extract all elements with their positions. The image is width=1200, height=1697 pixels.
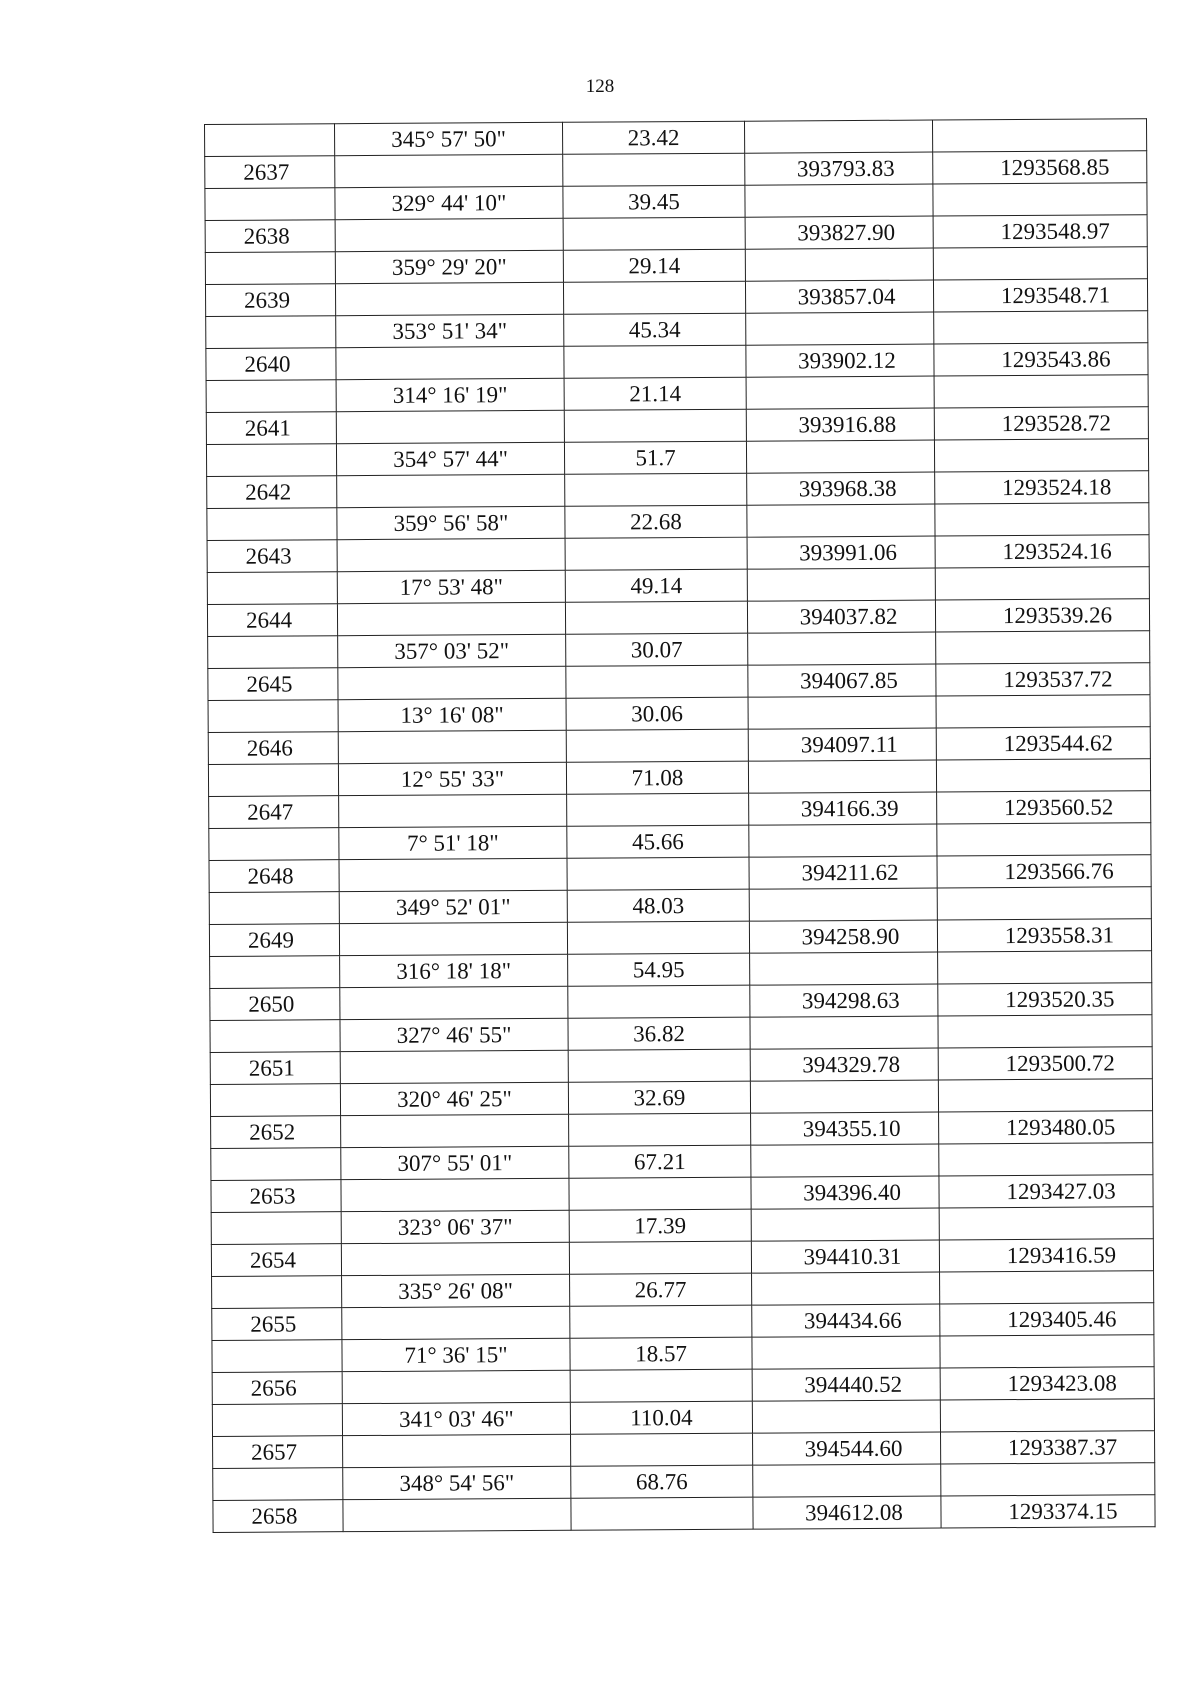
northing-cell: 393857.04 — [745, 280, 933, 313]
distance-cell: 45.34 — [564, 313, 746, 346]
northing-cell: 393827.90 — [745, 216, 933, 249]
station-cell-empty — [211, 1212, 341, 1245]
station-cell: 2649 — [209, 924, 339, 957]
northing-cell: 394434.66 — [752, 1304, 940, 1337]
station-cell: 2647 — [209, 796, 339, 829]
station-cell-empty — [205, 124, 335, 157]
distance-cell-empty — [563, 153, 745, 186]
station-cell: 2642 — [207, 476, 337, 509]
distance-cell-empty — [566, 665, 748, 698]
bearing-cell: 341° 03' 46" — [342, 1402, 570, 1435]
distance-cell-empty — [565, 601, 747, 634]
bearing-cell: 354° 57' 44" — [336, 442, 564, 475]
distance-cell-empty — [568, 985, 750, 1018]
northing-cell: 393968.38 — [747, 472, 935, 505]
easting-cell-empty — [934, 375, 1148, 408]
easting-cell: 1293405.46 — [940, 1303, 1154, 1336]
northing-cell-empty — [752, 1336, 940, 1369]
bearing-cell: 335° 26' 08" — [342, 1274, 570, 1307]
bearing-cell: 323° 06' 37" — [341, 1210, 569, 1243]
distance-cell: 110.04 — [570, 1401, 752, 1434]
easting-cell-empty — [939, 1143, 1153, 1176]
bearing-cell-empty — [341, 1114, 569, 1147]
bearing-cell: 353° 51' 34" — [336, 314, 564, 347]
station-cell: 2652 — [211, 1116, 341, 1149]
bearing-cell-empty — [343, 1434, 571, 1467]
distance-cell: 18.57 — [570, 1337, 752, 1370]
easting-cell-empty — [940, 1335, 1154, 1368]
easting-cell-empty — [936, 695, 1150, 728]
bearing-cell-empty — [340, 1050, 568, 1083]
station-cell: 2657 — [213, 1436, 343, 1469]
northing-cell-empty — [749, 824, 937, 857]
bearing-cell-empty — [335, 282, 563, 315]
northing-cell-empty — [750, 952, 938, 985]
bearing-cell-empty — [339, 922, 567, 955]
station-row — [209, 791, 1151, 829]
easting-cell: 1293416.59 — [939, 1239, 1153, 1272]
distance-cell-empty — [564, 345, 746, 378]
station-cell: 2653 — [211, 1180, 341, 1213]
distance-cell: 23.42 — [562, 121, 744, 154]
bearing-cell-empty — [338, 730, 566, 763]
bearing-cell-empty — [339, 858, 567, 891]
station-cell-empty — [208, 700, 338, 733]
easting-cell: 1293558.31 — [937, 919, 1151, 952]
bearing-cell: 71° 36' 15" — [342, 1338, 570, 1371]
station-row — [205, 279, 1147, 317]
northing-cell-empty — [748, 696, 936, 729]
northing-cell: 394544.60 — [753, 1432, 941, 1465]
northing-cell-empty — [745, 248, 933, 281]
station-row — [212, 1303, 1154, 1341]
northing-cell: 394410.31 — [751, 1240, 939, 1273]
distance-cell-empty — [569, 1113, 751, 1146]
northing-cell-empty — [744, 120, 932, 153]
bearing-cell: 329° 44' 10" — [335, 186, 563, 219]
station-cell: 2655 — [212, 1308, 342, 1341]
easting-cell: 1293374.15 — [941, 1495, 1155, 1528]
bearing-cell-empty — [339, 794, 567, 827]
easting-cell: 1293524.18 — [935, 471, 1149, 504]
bearing-cell-empty — [341, 1178, 569, 1211]
bearing-cell: 359° 56' 58" — [337, 506, 565, 539]
bearing-cell: 17° 53' 48" — [337, 570, 565, 603]
distance-cell: 29.14 — [563, 249, 745, 282]
northing-cell: 394329.78 — [750, 1048, 938, 1081]
distance-cell: 39.45 — [563, 185, 745, 218]
northing-cell: 394037.82 — [747, 600, 935, 633]
bearing-cell: 307° 55' 01" — [341, 1146, 569, 1179]
northing-cell-empty — [746, 312, 934, 345]
station-cell: 2648 — [209, 860, 339, 893]
easting-cell: 1293566.76 — [937, 855, 1151, 888]
easting-cell: 1293423.08 — [940, 1367, 1154, 1400]
station-cell-empty — [210, 1020, 340, 1053]
station-row — [211, 1111, 1153, 1149]
bearing-cell-empty — [336, 346, 564, 379]
easting-cell: 1293543.86 — [934, 343, 1148, 376]
bearing-cell: 320° 46' 25" — [340, 1082, 568, 1115]
bearing-cell-empty — [335, 218, 563, 251]
station-cell: 2644 — [207, 604, 337, 637]
station-row — [210, 1047, 1152, 1085]
distance-cell-empty — [571, 1497, 753, 1530]
station-cell: 2645 — [208, 668, 338, 701]
northing-cell: 393793.83 — [745, 152, 933, 185]
distance-cell: 36.82 — [568, 1017, 750, 1050]
traverse-table-body — [205, 119, 1156, 1533]
station-cell: 2651 — [210, 1052, 340, 1085]
easting-cell: 1293427.03 — [939, 1175, 1153, 1208]
easting-cell: 1293548.97 — [933, 215, 1147, 248]
northing-cell: 394440.52 — [752, 1368, 940, 1401]
distance-cell-empty — [564, 409, 746, 442]
station-row — [207, 535, 1149, 573]
distance-cell-empty — [563, 281, 745, 314]
station-row — [211, 1239, 1153, 1277]
northing-cell: 394298.63 — [750, 984, 938, 1017]
bearing-cell-empty — [337, 538, 565, 571]
distance-cell-empty — [565, 537, 747, 570]
bearing-cell: 12° 55' 33" — [338, 762, 566, 795]
easting-cell: 1293387.37 — [941, 1431, 1155, 1464]
easting-cell: 1293520.35 — [938, 983, 1152, 1016]
distance-cell-empty — [566, 729, 748, 762]
station-row — [210, 983, 1152, 1021]
easting-cell-empty — [938, 1079, 1152, 1112]
northing-cell: 394067.85 — [748, 664, 936, 697]
easting-cell: 1293524.16 — [935, 535, 1149, 568]
station-row — [206, 343, 1148, 381]
station-cell-empty — [209, 828, 339, 861]
easting-cell: 1293500.72 — [938, 1047, 1152, 1080]
station-row — [207, 599, 1149, 637]
station-cell: 2643 — [207, 540, 337, 573]
northing-cell-empty — [749, 888, 937, 921]
distance-cell-empty — [567, 921, 749, 954]
bearing-cell-empty — [335, 154, 563, 187]
station-row — [205, 151, 1147, 189]
station-cell: 2654 — [211, 1244, 341, 1277]
traverse-table — [204, 118, 1156, 1533]
distance-cell: 49.14 — [565, 569, 747, 602]
easting-cell-empty — [939, 1207, 1153, 1240]
station-cell-empty — [207, 508, 337, 541]
easting-cell-empty — [934, 439, 1148, 472]
northing-cell: 394211.62 — [749, 856, 937, 889]
bearing-cell-empty — [343, 1498, 571, 1531]
station-cell: 2641 — [206, 412, 336, 445]
station-cell-empty — [212, 1340, 342, 1373]
station-cell-empty — [210, 1084, 340, 1117]
bearing-cell-empty — [336, 410, 564, 443]
bearing-cell: 13° 16' 08" — [338, 698, 566, 731]
station-row — [208, 663, 1150, 701]
station-cell-empty — [205, 252, 335, 285]
distance-cell: 30.07 — [566, 633, 748, 666]
easting-cell-empty — [932, 119, 1146, 152]
distance-cell: 68.76 — [571, 1465, 753, 1498]
bearing-cell: 316° 18' 18" — [340, 954, 568, 987]
distance-cell-empty — [568, 1049, 750, 1082]
distance-cell: 54.95 — [568, 953, 750, 986]
northing-cell-empty — [752, 1272, 940, 1305]
distance-cell-empty — [567, 793, 749, 826]
bearing-cell: 345° 57' 50" — [335, 122, 563, 155]
easting-cell-empty — [935, 567, 1149, 600]
station-row — [208, 727, 1150, 765]
station-row — [209, 855, 1151, 893]
station-cell-empty — [208, 764, 338, 797]
station-cell: 2637 — [205, 156, 335, 189]
bearing-cell-empty — [341, 1242, 569, 1275]
northing-cell: 394396.40 — [751, 1176, 939, 1209]
easting-cell-empty — [933, 247, 1147, 280]
easting-cell: 1293480.05 — [939, 1111, 1153, 1144]
bearing-cell: 314° 16' 19" — [336, 378, 564, 411]
northing-cell: 394612.08 — [753, 1496, 941, 1529]
easting-cell-empty — [933, 183, 1147, 216]
northing-cell-empty — [746, 376, 934, 409]
northing-cell: 394258.90 — [749, 920, 937, 953]
distance-cell-empty — [570, 1305, 752, 1338]
station-cell-empty — [207, 572, 337, 605]
distance-cell-empty — [565, 473, 747, 506]
station-cell-empty — [210, 956, 340, 989]
distance-cell-empty — [570, 1369, 752, 1402]
distance-cell: 22.68 — [565, 505, 747, 538]
northing-cell-empty — [748, 760, 936, 793]
bearing-cell: 359° 29' 20" — [335, 250, 563, 283]
station-cell-empty — [206, 380, 336, 413]
distance-cell-empty — [571, 1433, 753, 1466]
easting-cell-empty — [935, 503, 1149, 536]
station-row — [205, 215, 1147, 253]
station-row — [211, 1175, 1153, 1213]
northing-cell-empty — [750, 1080, 938, 1113]
northing-cell-empty — [748, 632, 936, 665]
distance-cell: 51.7 — [564, 441, 746, 474]
easting-cell-empty — [938, 951, 1152, 984]
easting-cell-empty — [940, 1399, 1154, 1432]
station-row — [213, 1431, 1155, 1469]
station-row — [213, 1495, 1155, 1533]
distance-cell: 21.14 — [564, 377, 746, 410]
station-cell-empty — [211, 1148, 341, 1181]
bearing-cell-empty — [340, 986, 568, 1019]
bearing-cell-empty — [337, 474, 565, 507]
easting-cell: 1293560.52 — [937, 791, 1151, 824]
page-number: 128 — [585, 76, 615, 97]
traverse-table-container — [204, 118, 1156, 1533]
northing-cell: 394355.10 — [751, 1112, 939, 1145]
easting-cell-empty — [934, 311, 1148, 344]
station-cell-empty — [213, 1468, 343, 1501]
easting-cell: 1293539.26 — [935, 599, 1149, 632]
bearing-cell-empty — [342, 1370, 570, 1403]
easting-cell: 1293528.72 — [934, 407, 1148, 440]
station-cell: 2640 — [206, 348, 336, 381]
station-cell: 2646 — [208, 732, 338, 765]
northing-cell-empty — [750, 1016, 938, 1049]
easting-cell-empty — [941, 1463, 1155, 1496]
bearing-cell: 357° 03' 52" — [338, 634, 566, 667]
station-row — [207, 471, 1149, 509]
northing-cell-empty — [746, 440, 934, 473]
distance-cell: 71.08 — [566, 761, 748, 794]
easting-cell-empty — [936, 631, 1150, 664]
bearing-cell: 7° 51' 18" — [339, 826, 567, 859]
station-cell-empty — [206, 444, 336, 477]
station-cell: 2650 — [210, 988, 340, 1021]
northing-cell-empty — [752, 1400, 940, 1433]
station-row — [206, 407, 1148, 445]
northing-cell-empty — [751, 1144, 939, 1177]
easting-cell-empty — [937, 823, 1151, 856]
station-cell-empty — [205, 188, 335, 221]
distance-cell: 30.06 — [566, 697, 748, 730]
bearing-cell-empty — [337, 602, 565, 635]
station-cell: 2658 — [213, 1500, 343, 1533]
station-row — [212, 1367, 1154, 1405]
station-cell-empty — [206, 316, 336, 349]
northing-cell-empty — [745, 184, 933, 217]
distance-cell-empty — [569, 1177, 751, 1210]
easting-cell: 1293568.85 — [933, 151, 1147, 184]
station-cell-empty — [212, 1276, 342, 1309]
distance-cell: 45.66 — [567, 825, 749, 858]
bearing-cell-empty — [342, 1306, 570, 1339]
distance-cell: 26.77 — [570, 1273, 752, 1306]
distance-cell: 48.03 — [567, 889, 749, 922]
distance-cell: 17.39 — [569, 1209, 751, 1242]
station-cell: 2638 — [205, 220, 335, 253]
easting-cell-empty — [936, 759, 1150, 792]
bearing-cell: 327° 46' 55" — [340, 1018, 568, 1051]
station-cell-empty — [208, 636, 338, 669]
distance-cell-empty — [569, 1241, 751, 1274]
northing-cell: 394166.39 — [749, 792, 937, 825]
easting-cell-empty — [937, 887, 1151, 920]
northing-cell-empty — [753, 1464, 941, 1497]
northing-cell-empty — [751, 1208, 939, 1241]
northing-cell: 393916.88 — [746, 408, 934, 441]
station-cell-empty — [209, 892, 339, 925]
easting-cell-empty — [940, 1271, 1154, 1304]
distance-cell-empty — [567, 857, 749, 890]
station-cell: 2656 — [212, 1372, 342, 1405]
northing-cell: 394097.11 — [748, 728, 936, 761]
easting-cell: 1293544.62 — [936, 727, 1150, 760]
station-row — [209, 919, 1151, 957]
bearing-cell: 348° 54' 56" — [343, 1466, 571, 1499]
easting-cell-empty — [938, 1015, 1152, 1048]
station-cell: 2639 — [205, 284, 335, 317]
bearing-cell: 349° 52' 01" — [339, 890, 567, 923]
northing-cell: 393991.06 — [747, 536, 935, 569]
easting-cell: 1293537.72 — [936, 663, 1150, 696]
northing-cell-empty — [747, 504, 935, 537]
easting-cell: 1293548.71 — [933, 279, 1147, 312]
station-cell-empty — [212, 1404, 342, 1437]
distance-cell: 67.21 — [569, 1145, 751, 1178]
northing-cell: 393902.12 — [746, 344, 934, 377]
distance-cell-empty — [563, 217, 745, 250]
distance-cell: 32.69 — [568, 1081, 750, 1114]
northing-cell-empty — [747, 568, 935, 601]
bearing-cell-empty — [338, 666, 566, 699]
